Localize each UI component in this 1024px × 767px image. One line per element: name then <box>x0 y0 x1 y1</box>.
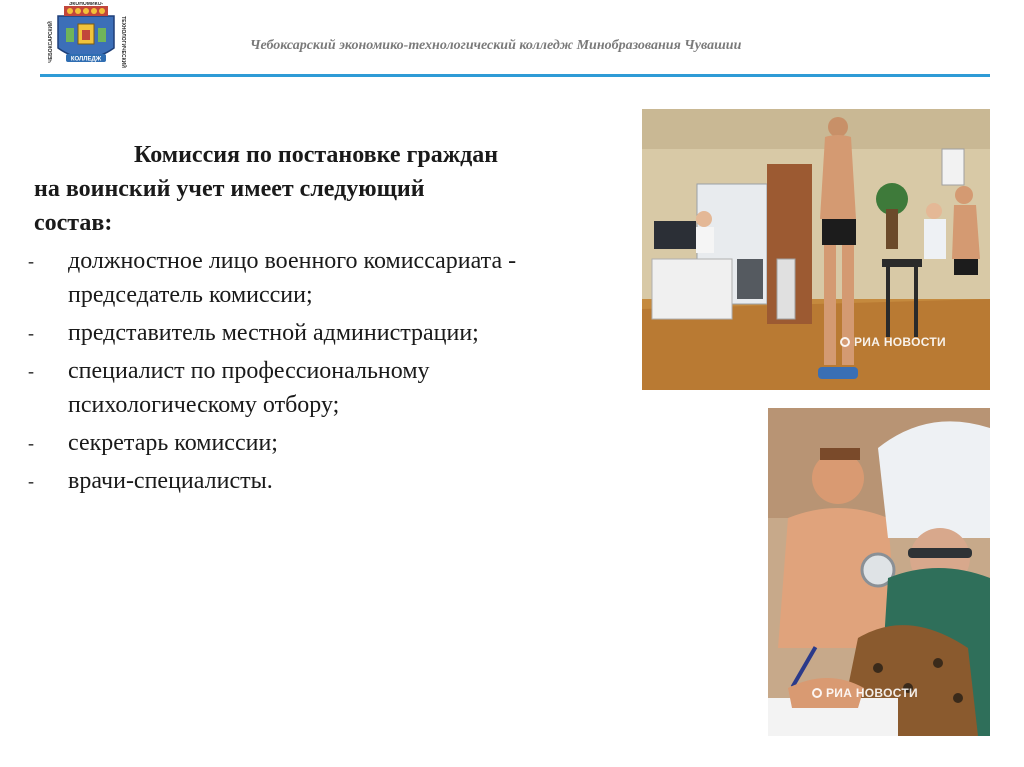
college-logo <box>44 2 128 72</box>
ria-logo-icon <box>840 337 850 347</box>
bullet-marker: - <box>28 471 34 491</box>
photo-medical-commission-room <box>642 109 990 390</box>
svg-text:КОЛЛЕДЖ: КОЛЛЕДЖ <box>70 56 102 63</box>
slide-body <box>26 138 616 502</box>
list-item <box>26 316 616 350</box>
list-item-text: врачи-специалисты. <box>68 468 273 494</box>
header-divider <box>40 74 990 77</box>
list-item-text: специалист по профессиональному психологическому отбору; <box>68 358 430 418</box>
list-item <box>26 244 616 312</box>
svg-text:ЭКОНОМИКО-: ЭКОНОМИКО- <box>68 2 104 7</box>
photo-doctor-examination <box>768 408 990 736</box>
bullet-marker: - <box>28 361 34 381</box>
bullet-marker: - <box>28 251 34 271</box>
commission-members-list <box>26 244 616 498</box>
list-item-text: должностное лицо военного комиссариата - председатель комиссии; <box>68 248 517 308</box>
svg-text:ТЕХНОЛОГИЧЕСКИЙ: ТЕХНОЛОГИЧЕСКИЙ <box>120 16 126 68</box>
list-item <box>26 464 616 498</box>
bullet-marker: - <box>28 323 34 343</box>
list-item-text: секретарь комиссии; <box>68 430 278 456</box>
college-emblem-icon <box>44 2 128 72</box>
ria-novosti-watermark: РИА НОВОСТИ <box>812 686 918 700</box>
heading-line-1: Комиссия по постановке граждан <box>134 142 499 168</box>
slide-heading <box>34 138 616 240</box>
bullet-marker: - <box>28 433 34 453</box>
list-item <box>26 354 616 422</box>
ria-logo-icon <box>812 688 822 698</box>
heading-line-2: на воинский учет имеет следующий <box>34 176 425 202</box>
list-item <box>26 426 616 460</box>
svg-text:ЧЕБОКСАРСКИЙ: ЧЕБОКСАРСКИЙ <box>48 21 54 63</box>
header-title: Чебоксарский экономико-технологический колледж Минобразования Чувашии <box>250 38 742 53</box>
heading-line-3: состав: <box>34 210 113 236</box>
ria-novosti-watermark: РИА НОВОСТИ <box>840 335 946 349</box>
list-item-text: представитель местной администрации; <box>68 320 479 346</box>
